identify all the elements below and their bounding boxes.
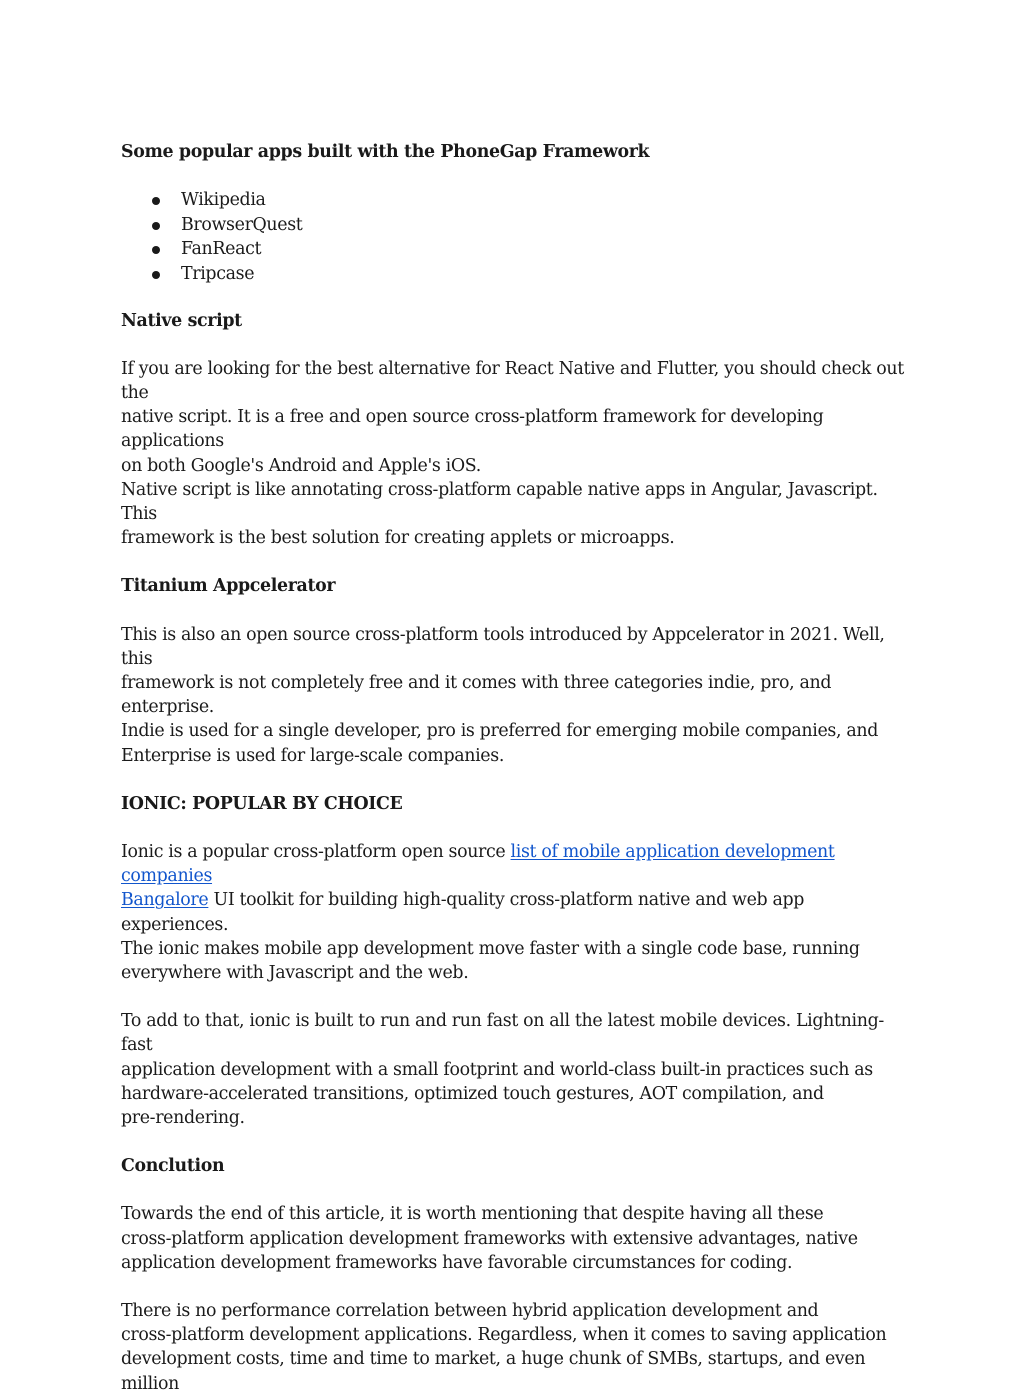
companies-link-continued[interactable]: Bangalore — [121, 890, 209, 911]
document-page — [121, 140, 911, 1396]
text-line: framework is not completely free and it comes with three categories indie, pro, and enterprise. — [121, 673, 832, 718]
text-line: development costs, time and time to market, a huge chunk of SMBs, startups, and even million — [121, 1349, 866, 1394]
text-line: cross-platform application development frameworks with extensive advantages, native — [121, 1228, 858, 1249]
app-list — [121, 188, 911, 286]
text-line: This is also an open source cross-platform tools introduced by Appcelerator in 2021. Well, this — [121, 624, 885, 669]
section-heading-phonegap: Some popular apps built with the PhoneGap Framework — [121, 142, 650, 162]
text-line: native script. It is a free and open source cross-platform framework for developing applications — [121, 407, 824, 452]
bullet-icon — [152, 246, 160, 254]
text-line: application development with a small footprint and world-class built-in practices such as — [121, 1059, 873, 1080]
list-item — [121, 262, 911, 287]
text-line: Towards the end of this article, it is worth mentioning that despite having all these — [121, 1204, 824, 1225]
text-line: cross-platform development applications. Regardless, when it comes to saving application — [121, 1325, 887, 1346]
list-item-label: Tripcase — [181, 263, 255, 284]
section-heading-ionic: IONIC: POPULAR BY CHOICE — [121, 793, 403, 814]
bullet-icon — [152, 222, 160, 230]
bullet-icon — [152, 197, 160, 205]
text-fragment: UI toolkit for building high-quality cross-platform native and web app experiences. — [121, 890, 805, 935]
bullet-icon — [152, 271, 160, 279]
list-item — [121, 213, 911, 238]
text-line: There is no performance correlation between hybrid application development and — [121, 1301, 819, 1322]
text-line: Native script is like annotating cross-platform capable native apps in Angular, Javascript. This — [121, 479, 878, 524]
paragraph-nativescript — [121, 357, 911, 551]
paragraph-ionic-1 — [121, 840, 911, 985]
list-item-label: BrowserQuest — [181, 214, 303, 235]
section-heading-nativescript: Native script — [121, 310, 242, 331]
list-item-label: Wikipedia — [181, 190, 266, 211]
text-fragment: Ionic is a popular cross-platform open source — [121, 842, 511, 863]
list-item — [121, 188, 911, 213]
section-heading-titanium: Titanium Appcelerator — [121, 576, 336, 597]
paragraph-conclusion-1 — [121, 1202, 911, 1275]
text-line: application development frameworks have favorable circumstances for coding. — [121, 1252, 793, 1273]
text-line: everywhere with Javascript and the web. — [121, 963, 469, 984]
paragraph-ionic-2 — [121, 1009, 911, 1130]
text-line: If you are looking for the best alternative for React Native and Flutter, you should check out the — [121, 358, 904, 403]
companies-link[interactable]: list of mobile application development companies — [121, 842, 835, 887]
text-line: To add to that, ionic is built to run and run fast on all the latest mobile devices. Lightning-fast — [121, 1011, 884, 1056]
text-line: framework is the best solution for creating applets or microapps. — [121, 528, 675, 549]
text-line: pre-rendering. — [121, 1108, 245, 1129]
text-line: Enterprise is used for large-scale companies. — [121, 745, 504, 766]
paragraph-titanium — [121, 623, 911, 768]
text-line: The ionic makes mobile app development move faster with a single code base, running — [121, 938, 860, 959]
text-line: on both Google's Android and Apple's iOS. — [121, 455, 481, 476]
text-line: Indie is used for a single developer, pro is preferred for emerging mobile companies, and — [121, 721, 878, 742]
list-item — [121, 237, 911, 262]
paragraph-conclusion-2 — [121, 1299, 911, 1396]
section-heading-conclusion: Conclution — [121, 1156, 225, 1177]
text-line: hardware-accelerated transitions, optimized touch gestures, AOT compilation, and — [121, 1083, 824, 1104]
list-item-label: FanReact — [181, 239, 262, 260]
